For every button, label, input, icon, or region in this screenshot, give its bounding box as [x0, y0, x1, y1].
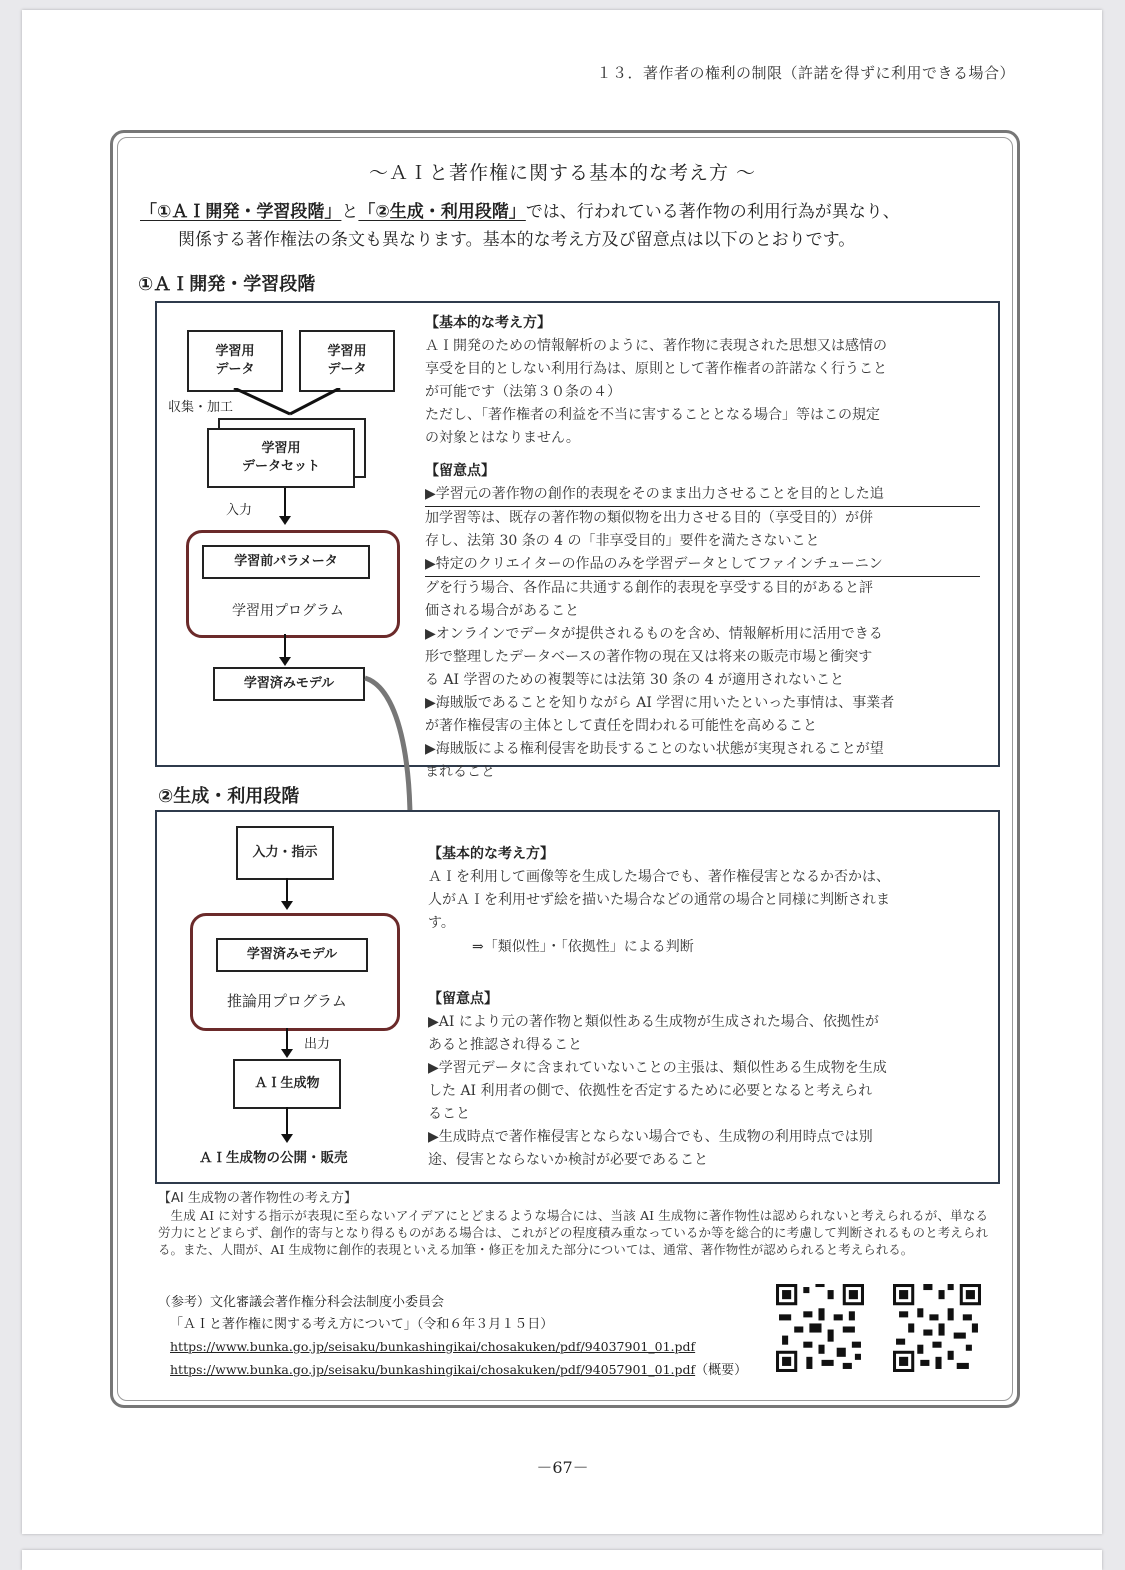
note-heading: 【AI 生成物の著作物性の考え方】 [158, 1191, 357, 1206]
arrow-line-2 [284, 634, 286, 658]
s1-basic-1: 享受を目的としない利用行為は、原則として著作権者の許諾なく行うこと [425, 361, 887, 377]
note-body: 生成 AI に対する指示が表現に至らないアイデアにとどまるような場合には、当該 AI 生成物に著作物性は認められないと考えられるが、単なる労力にとどまらず、創作的寄与となり得るものがある場合は、これがどの程度積み重なっているか等を総合的に考慮して判断されるものと考えられる。また、人間が、AI 生成物に創作的表現といえる加筆・修正を加えた部分については、通常、著作物性が認められると考えられる。 [158, 1208, 988, 1257]
s1-note-2: 存し、法第 30 条の 4 の「非享受目的」要件を満たさないこと [425, 533, 820, 549]
s1-note-11: ▶海賊版による権利侵害を助長することのない状態が実現されることが望 [425, 741, 884, 757]
merge-lines [230, 388, 350, 418]
arrow-line-3 [286, 878, 288, 902]
reference-link-2[interactable]: https://www.bunka.go.jp/seisaku/bunkashingikai/chosakuken/pdf/94057901_01.pdf [170, 1362, 696, 1377]
arrow-head-3 [281, 901, 293, 910]
inference-program-label: 推論用プログラム [227, 992, 347, 1010]
s2-basic-0: ＡＩを利用して画像等を生成した場合でも、著作権侵害となるか否かは、 [428, 869, 890, 885]
s2-note-3: した AI 利用者の側で、依拠性を否定するために必要となると考えられ [428, 1083, 873, 1099]
chapter-header: １３．著作者の権利の制限（許諾を得ずに利用できる場合） [596, 64, 1015, 82]
s1-note-4: グを行う場合、各作品に共通する創作的表現を享受する目的があると評 [425, 580, 873, 596]
s1-note-10: が著作権侵害の主体として責任を問われる可能性を高めること [425, 718, 817, 734]
intro-line-2: 関係する著作権法の条文も異なります。基本的な考え方及び留意点は以下のとおりです。 [178, 230, 856, 250]
arrow-head-2 [279, 657, 291, 666]
s1-basic-4: の対象とはなりません。 [425, 430, 580, 446]
trained-model-2: 学習済みモデル [216, 938, 368, 972]
s1-basic-3: ただし、「著作権者の利益を不当に害することとなる場合」等はこの規定 [425, 407, 880, 423]
arrow-line-4 [286, 1028, 288, 1050]
intro-stage1: 「①ＡＩ開発・学習段階」 [140, 202, 342, 222]
output-label: 出力 [304, 1037, 331, 1052]
s1-notes-heading: 【留意点】 [425, 463, 495, 479]
s2-note-5: ▶生成時点で著作権侵害とならない場合でも、生成物の利用時点では別 [428, 1129, 873, 1145]
s1-note-0: ▶学習元の著作物の創作的表現をそのまま出力させることを目的とした追 [425, 483, 980, 507]
page-title: ～ＡＩと著作権に関する基本的な考え方 ～ [368, 162, 757, 184]
pretrain-params: 学習前パラメータ [202, 545, 370, 579]
qr-code-2[interactable] [893, 1284, 981, 1372]
s2-note-4: ること [428, 1106, 470, 1122]
s2-basic-2: す。 [428, 915, 455, 931]
page-number: －67－ [536, 1458, 589, 1477]
s2-note-0: ▶AI により元の著作物と類似性ある生成物が生成された場合、依拠性が [428, 1014, 879, 1030]
training-data-1: 学習用 データ [187, 330, 283, 392]
training-data-2: 学習用 データ [299, 330, 395, 392]
next-page-edge [22, 1550, 1102, 1570]
judgement-line: ⇒「類似性」・「依拠性」による判断 [472, 939, 694, 955]
arrow-head-4 [281, 1049, 293, 1058]
arrow-line-5 [286, 1107, 288, 1135]
s1-note-1: 加学習等は、既存の著作物の類似物を出力させる目的（享受目的）が併 [425, 510, 873, 526]
s2-note-1: あると推認され得ること [428, 1037, 582, 1053]
copyrightability-note [158, 1190, 988, 1258]
inference-program-box [190, 913, 400, 1031]
section2-notes [428, 988, 983, 1172]
s1-basic-0: ＡＩ開発のための情報解析のように、著作物に表現された思想又は感情の [425, 338, 887, 354]
input-label: 入力 [226, 503, 253, 518]
s2-note-6: 途、侵害とならないか検討が必要であること [428, 1152, 708, 1168]
reference-link-2-suffix: （概要） [695, 1363, 748, 1378]
s1-note-12: まれること [425, 764, 495, 780]
collect-label: 収集・加工 [168, 400, 234, 415]
reference-doc: 「ＡＩと著作権に関する考え方について」（令和６年３月１５日） [170, 1317, 554, 1332]
section1-heading: ①ＡＩ開発・学習段階 [138, 274, 316, 295]
reference-block [158, 1292, 747, 1382]
s2-basic-1: 人がＡＩを利用せず絵を描いた場合などの通常の場合と同様に判断されま [428, 892, 890, 908]
intro-rest: では、行われている著作物の利用行為が異なり、 [525, 202, 900, 222]
section2-heading: ②生成・利用段階 [158, 786, 300, 807]
ai-product: ＡＩ生成物 [233, 1059, 341, 1109]
intro-and: と [341, 202, 359, 222]
s1-note-9: ▶海賊版であることを知りながら AI 学習に用いたといった事情は、事業者 [425, 695, 895, 711]
arrow-head-5 [281, 1134, 293, 1143]
intro-stage2: 「②生成・利用段階」 [358, 202, 526, 222]
reference-label: （参考）文化審議会著作権分科会法制度小委員会 [158, 1295, 445, 1310]
dataset-box: 学習用 データセット [207, 428, 355, 488]
s1-note-6: ▶オンラインでデータが提供されるものを含め、情報解析用に活用できる [425, 626, 883, 642]
training-program-label: 学習用プログラム [232, 603, 344, 619]
intro-line-1 [140, 198, 1000, 226]
s2-notes-heading: 【留意点】 [428, 991, 498, 1007]
s1-note-5: 価される場合があること [425, 603, 579, 619]
trained-model: 学習済みモデル [213, 667, 365, 701]
input-instruction: 入力・指示 [236, 826, 334, 880]
s1-note-7: 形で整理したデータベースの著作物の現在又は将来の販売市場と衝突す [425, 649, 873, 665]
section2-basic [428, 843, 983, 935]
s2-note-2: ▶学習元データに含まれていないことの主張は、類似性ある生成物を生成 [428, 1060, 887, 1076]
s2-basic-heading: 【基本的な考え方】 [428, 846, 554, 862]
arrow-head-1 [279, 516, 291, 525]
s1-note-3: ▶特定のクリエイターの作品のみを学習データとしてファインチューニン [425, 553, 980, 577]
reference-link-1[interactable]: https://www.bunka.go.jp/seisaku/bunkashingikai/chosakuken/pdf/94037901_01.pdf [170, 1339, 696, 1354]
s1-note-8: る AI 学習のための複製等には法第 30 条の 4 が適用されないこと [425, 672, 845, 688]
s1-basic-2: が可能です（法第３０条の４） [425, 384, 621, 400]
publish-label: ＡＩ生成物の公開・販売 [199, 1150, 348, 1166]
section1-text [425, 312, 980, 784]
s1-basic-heading: 【基本的な考え方】 [425, 315, 551, 331]
arrow-line-1 [284, 488, 286, 516]
qr-code-1[interactable] [776, 1284, 864, 1372]
